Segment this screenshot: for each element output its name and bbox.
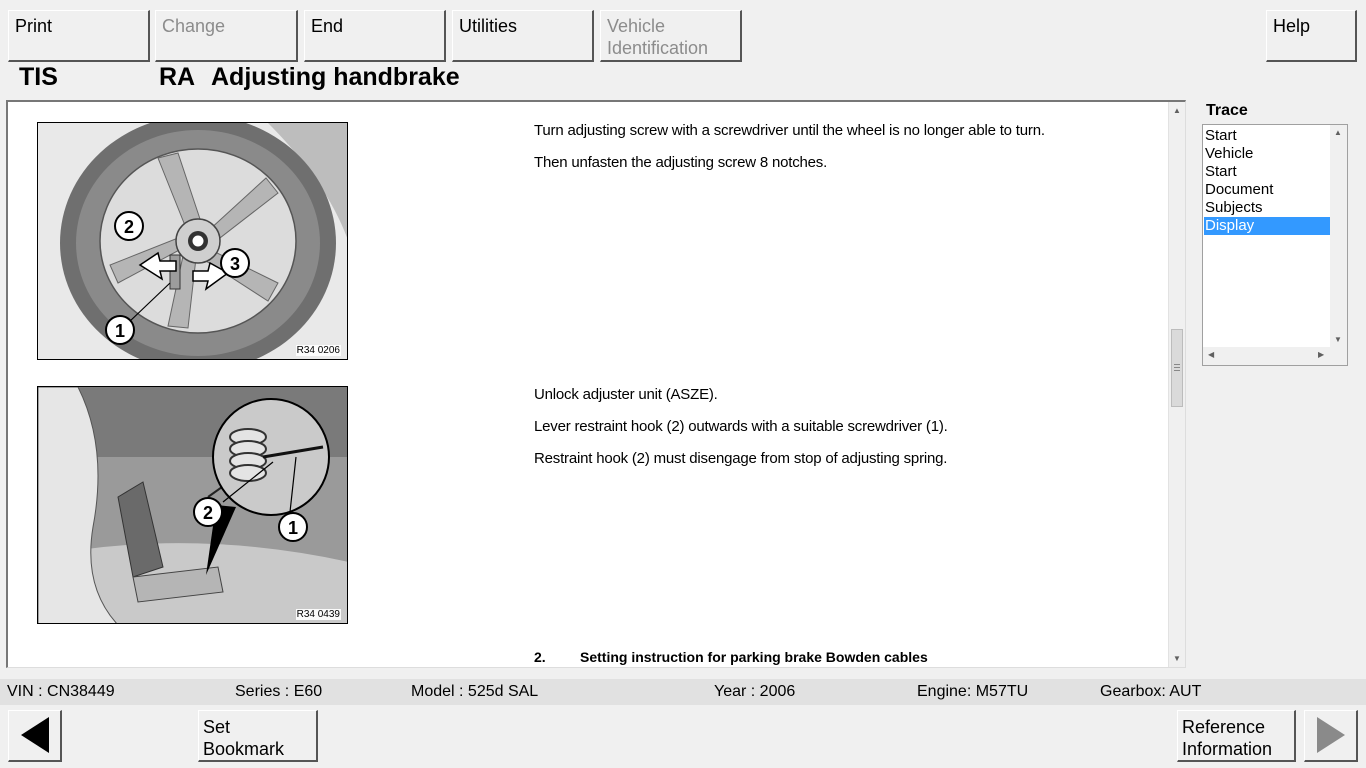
print-button[interactable]: Print <box>8 10 150 62</box>
wheel-figure <box>37 122 348 360</box>
step-number: 2. <box>534 649 546 665</box>
trace-item-document[interactable]: Document <box>1205 181 1274 198</box>
set-bookmark-label-2: Bookmark <box>203 739 285 759</box>
trace-item-start[interactable]: Start <box>1205 127 1237 144</box>
change-button[interactable]: Change <box>155 10 298 62</box>
instruction-text: Lever restraint hook (2) outwards with a suitable screwdriver (1). <box>534 418 948 435</box>
set-bookmark-label-1: Set <box>203 717 231 737</box>
trace-item-start[interactable]: Start <box>1205 163 1237 180</box>
scroll-down-icon[interactable]: ▼ <box>1334 335 1342 344</box>
engine-value: Engine: M57TU <box>917 683 1029 700</box>
forward-arrow-icon <box>1305 711 1355 759</box>
trace-list[interactable] <box>1202 124 1348 366</box>
adjuster-illustration <box>38 387 348 624</box>
end-button[interactable]: End <box>304 10 446 62</box>
reference-information-button[interactable] <box>1177 710 1296 762</box>
svg-text:1: 1 <box>287 518 299 538</box>
help-button[interactable]: Help <box>1266 10 1357 62</box>
scroll-right-icon[interactable]: ▶ <box>1318 350 1325 359</box>
vehicle-identification-button[interactable] <box>600 10 742 62</box>
step-title: Setting instruction for parking brake Bowden cables <box>580 649 928 665</box>
svg-text:1: 1 <box>114 321 126 341</box>
svg-text:2: 2 <box>202 503 214 523</box>
back-arrow-icon <box>9 711 59 759</box>
model-value: Model : 525d SAL <box>411 683 539 700</box>
reference-information-label-1: Reference <box>1182 717 1266 737</box>
document-type: RA <box>159 63 196 91</box>
reference-information-label-2: Information <box>1182 739 1273 759</box>
forward-button[interactable] <box>1304 710 1358 762</box>
vehicle-identification-label-1: Vehicle <box>607 16 666 36</box>
instruction-text: Then unfasten the adjusting screw 8 notches. <box>534 154 828 171</box>
scroll-thumb[interactable] <box>1171 329 1183 407</box>
utilities-button[interactable]: Utilities <box>452 10 594 62</box>
scroll-up-icon[interactable]: ▲ <box>1173 106 1181 115</box>
scroll-down-icon[interactable]: ▼ <box>1173 654 1181 663</box>
trace-item-subjects[interactable]: Subjects <box>1205 199 1263 216</box>
wheel-illustration <box>38 123 348 360</box>
scroll-left-icon[interactable]: ◀ <box>1208 350 1215 359</box>
instruction-text: Turn adjusting screw with a screwdriver until the wheel is no longer able to turn. <box>534 122 1045 139</box>
instruction-text: Unlock adjuster unit (ASZE). <box>534 386 718 403</box>
instruction-text: Restraint hook (2) must disengage from stop of adjusting spring. <box>534 450 948 467</box>
figure-code: R34 0206 <box>296 345 340 356</box>
vehicle-status-bar <box>0 679 1366 705</box>
bottom-navigation <box>0 706 1366 768</box>
back-button[interactable] <box>8 710 62 762</box>
callout-1 <box>106 316 134 344</box>
document-content[interactable] <box>6 100 1186 668</box>
svg-text:3: 3 <box>229 254 241 274</box>
trace-item-vehicle[interactable]: Vehicle <box>1205 145 1254 162</box>
page-title: Adjusting handbrake <box>211 63 460 91</box>
vin-value: VIN : CN38449 <box>7 683 115 700</box>
set-bookmark-button[interactable] <box>198 710 318 762</box>
trace-horizontal-scrollbar[interactable] <box>1203 347 1347 365</box>
callout-2 <box>194 498 222 526</box>
callout-2 <box>115 212 143 240</box>
scroll-up-icon[interactable]: ▲ <box>1334 128 1342 137</box>
callout-1 <box>279 513 307 541</box>
content-scrollbar[interactable] <box>1168 102 1185 667</box>
callout-3 <box>221 249 249 277</box>
trace-item-display[interactable]: Display <box>1204 217 1331 235</box>
gearbox-value: Gearbox: AUT <box>1100 683 1202 700</box>
app-name: TIS <box>19 63 58 91</box>
adjuster-figure <box>37 386 348 624</box>
vehicle-identification-label-2: Identification <box>607 38 709 58</box>
year-value: Year : 2006 <box>714 683 796 700</box>
trace-label: Trace <box>1206 102 1248 119</box>
figure-code: R34 0439 <box>296 609 340 620</box>
trace-scrollbar[interactable] <box>1330 125 1347 347</box>
svg-text:2: 2 <box>123 217 135 237</box>
series-value: Series : E60 <box>235 683 323 700</box>
